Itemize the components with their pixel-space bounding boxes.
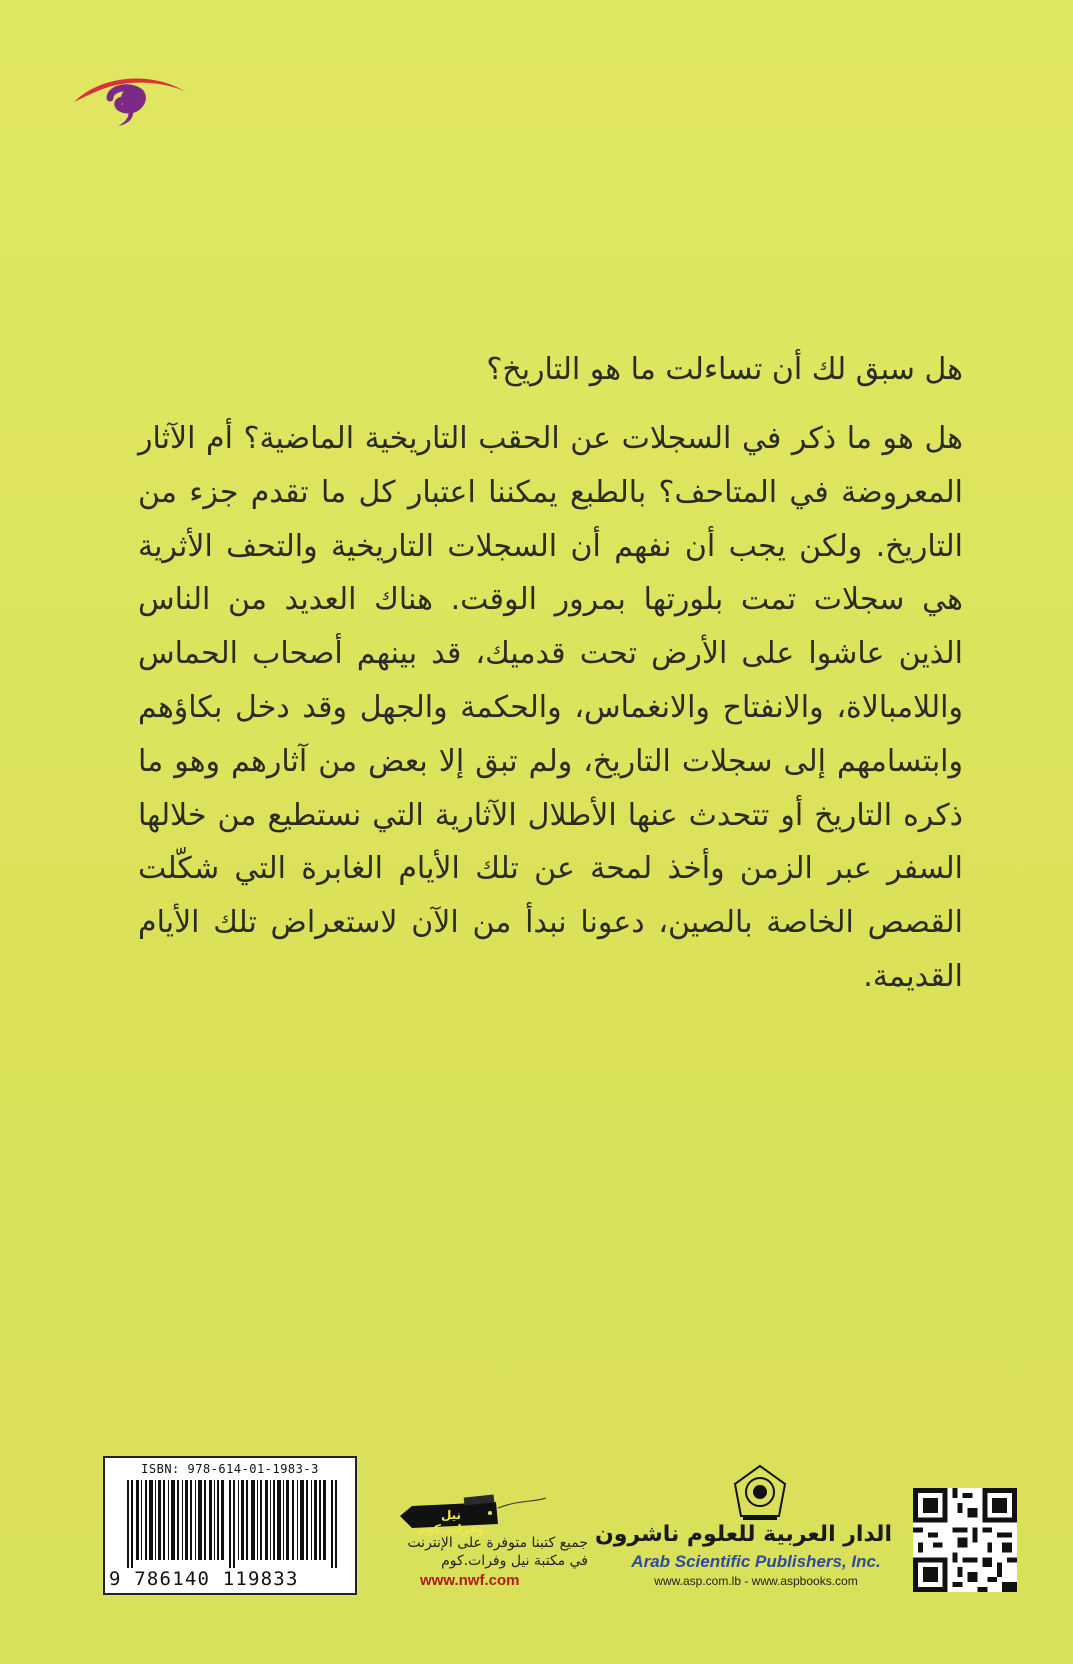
nwf-store-line: في مكتبة نيل وفرات.كوم (441, 1553, 588, 1569)
publisher-emblem-icon (733, 1464, 787, 1522)
back-cover-question: هل سبق لك أن تساءلت ما هو التاريخ؟ (486, 352, 963, 387)
barcode-digits: 9 786140 119833 (109, 1568, 299, 1590)
qr-code-icon (913, 1488, 1017, 1592)
barcode-bars-icon (127, 1480, 339, 1568)
nwf-url: www.nwf.com (420, 1572, 520, 1589)
isbn-number: ISBN: 978-614-01-1983-3 (141, 1462, 319, 1476)
eye-logo-icon (70, 68, 190, 128)
publisher-name-english: Arab Scientific Publishers, Inc. (631, 1552, 881, 1571)
publisher-name-arabic: الدار العربية للعلوم ناشرون (594, 1522, 892, 1547)
publisher-websites: www.asp.com.lb - www.aspbooks.com (654, 1574, 858, 1588)
nwf-tag-label: نيل وفرات.كوم (417, 1508, 485, 1536)
isbn-barcode (103, 1456, 357, 1595)
back-cover-blurb: هل هو ما ذكر في السجلات عن الحقب التاريخية الماضية؟ أم الآثار المعروضة في المتاحف؟ بالطبع يمكننا اعتبار كل ما تقدم جزء من التاريخ. ولكن يجب أن نفهم أن السجلات التاريخية والتحف الأثرية هي سجلات تمت بلورتها بمرور الوقت. هناك العديد من الناس الذين عاشوا على الأرض تحت قدميك، قد بينهم أصحاب الحماس واللامبالاة، والانفتاح والانغماس، والحكمة والجهل وقد دخل بكاؤهم وابتسامهم إلى سجلات التاريخ، ولم تبق إلا بعض من آثارهم وهو ما ذكره التاريخ أو تتحدث عنها الأطلال الآثارية التي نستطيع من خلالها السفر عبر الزمن وأخذ لمحة عن تلك الأيام الغابرة التي شكّلت القصص الخاصة بالصين، دعونا نبدأ من الآن لاستعراض تلك الأيام القديمة. (138, 421, 963, 994)
nwf-availability-line: جميع كتبنا متوفرة على الإنترنت (407, 1535, 588, 1551)
